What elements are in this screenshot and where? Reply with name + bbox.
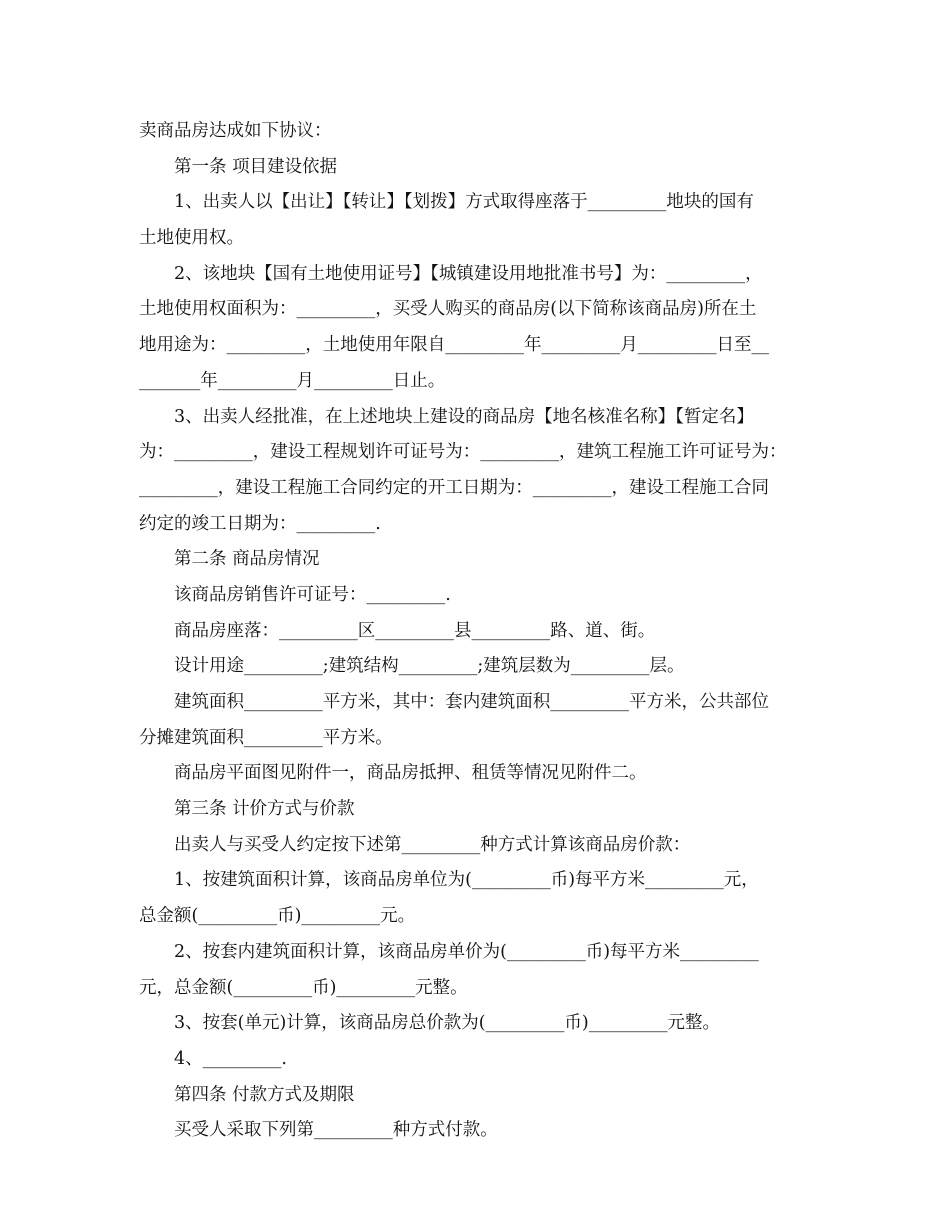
text-line: 土地使用权。 xyxy=(139,228,244,249)
text-line: 商品房座落：_________区_________县_________路、道、街。 xyxy=(174,620,656,641)
text-line: 4、_________. xyxy=(174,1048,287,1069)
article-heading: 第二条 商品房情况 xyxy=(174,549,320,570)
text-line: 买受人采取下列第_________种方式付款。 xyxy=(174,1120,498,1141)
text-line: 商品房平面图见附件一，商品房抵押、租赁等情况见附件二。 xyxy=(174,763,647,784)
text-line: 出卖人与买受人约定按下述第_________种方式计算该商品房价款： xyxy=(174,834,691,855)
text-line: _________，建设工程施工合同约定的开工日期为：_________，建设工程施工合同 xyxy=(139,477,769,498)
text-line: 2、按套内建筑面积计算，该商品房单价为(_________币)每平方米_________ xyxy=(174,941,759,962)
text-line: 建筑面积_________平方米，其中：套内建筑面积_________平方米，公共部位 xyxy=(174,692,769,712)
article-heading: 第一条 项目建设依据 xyxy=(174,156,338,177)
text-line: 3、按套(单元)计算，该商品房总价款为(_________币)_________元整。 xyxy=(174,1013,720,1034)
text-line: 约定的竣工日期为：_________. xyxy=(139,513,381,534)
text-line: 该商品房销售许可证号：_________. xyxy=(174,584,451,605)
text-line: 分摊建筑面积_________平方米。 xyxy=(139,727,393,748)
text-line: 土地使用权面积为：_________，买受人购买的商品房(以下简称该商品房)所在土 xyxy=(139,299,757,320)
text-line: 卖商品房达成如下协议： xyxy=(139,121,332,141)
text-line: 1、按建筑面积计算，该商品房单位为(_________币)每平方米_________元， xyxy=(174,870,759,891)
document-body xyxy=(139,114,814,1149)
text-line: 地用途为：_________，土地使用年限自_________年_________月_________日至__ xyxy=(139,335,769,356)
article-heading: 第三条 计价方式与价款 xyxy=(174,799,355,820)
text-line: 1、出卖人以【出让】【转让】【划拨】方式取得座落于_________地块的国有 xyxy=(174,192,754,213)
text-line: 总金额(_________币)_________元。 xyxy=(139,906,416,927)
text-line: 设计用途_________;建筑结构_________;建筑层数为_________层。 xyxy=(174,656,685,677)
text-line: 2、该地块【国有土地使用证号】【城镇建设用地批准书号】为：_________， xyxy=(174,263,763,284)
text-line: 3、出卖人经批准，在上述地块上建设的商品房【地名核准名称】【暂定名】 xyxy=(174,406,754,427)
text-line: _______年_________月_________日止。 xyxy=(139,370,446,391)
article-heading: 第四条 付款方式及期限 xyxy=(174,1084,355,1105)
text-line: 为：_________，建设工程规划许可证号为：_________，建筑工程施工许可证号为： xyxy=(139,442,787,463)
text-line: 元，总金额(_________币)_________元整。 xyxy=(139,977,468,998)
